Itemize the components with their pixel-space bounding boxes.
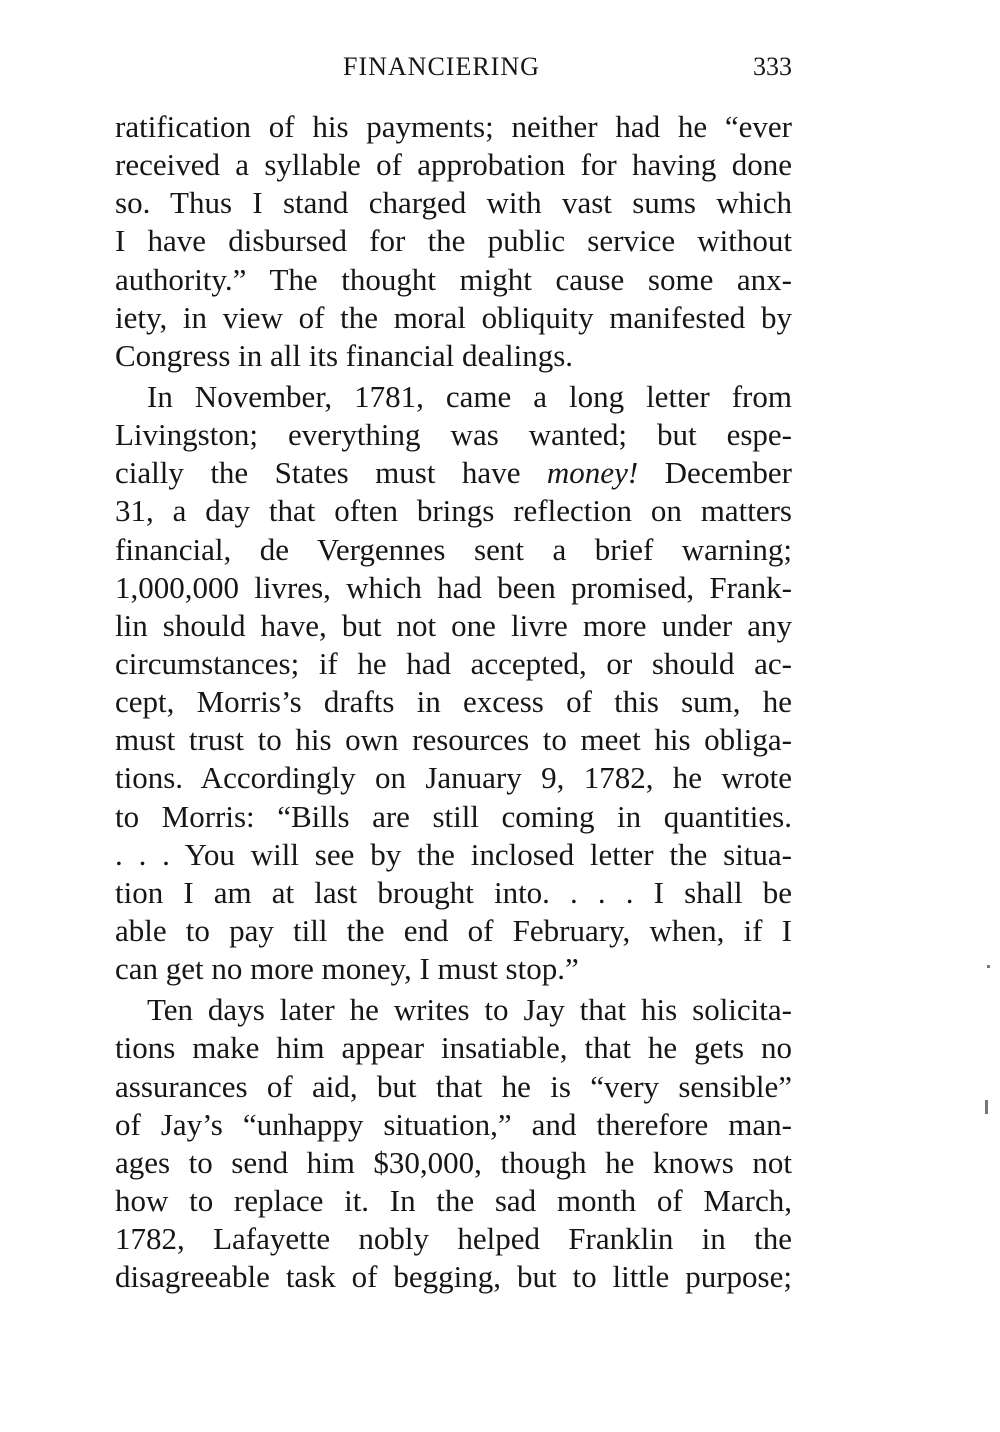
page-header (115, 52, 792, 92)
italic-word: money! (546, 455, 639, 491)
text-line: able to pay till the end of February, when, if I (115, 912, 792, 948)
text-line: must trust to his own resources to meet his obliga- (115, 722, 792, 758)
text-line: assurances of aid, but that he is “very sensible” (115, 1068, 792, 1104)
text-line: 1782, Lafayette nobly helped Franklin in the (115, 1221, 792, 1257)
text-line: cept, Morris’s drafts in excess of this sum, he (115, 684, 792, 720)
text-line: Ten days later he writes to Jay that his solicita- (147, 992, 792, 1028)
text-line: 1,000,000 livres, which had been promised, Frank- (115, 569, 792, 605)
text-line: disagreeable task of begging, but to little purpose; (115, 1259, 792, 1295)
text-segment: cially the States must have (115, 455, 521, 491)
text-line: how to replace it. In the sad month of March, (115, 1182, 792, 1218)
text-line: tions. Accordingly on January 9, 1782, he wrote (115, 760, 792, 796)
text-line: In November, 1781, came a long letter from (147, 378, 792, 414)
text-line: Livingston; everything was wanted; but espe- (115, 417, 792, 453)
text-line: authority.” The thought might cause some anx- (115, 261, 792, 297)
body-text (115, 108, 792, 1296)
running-head: FINANCIERING (343, 52, 540, 81)
text-line: received a syllable of approbation for having done (115, 147, 792, 183)
text-line: tions make him appear insatiable, that he gets no (115, 1030, 792, 1066)
text-line: tion I am at last brought into. . . . I shall be (115, 874, 792, 910)
text-line: . . . You will see by the inclosed letter the situa- (115, 836, 792, 872)
text-line: Congress in all its financial dealings. (115, 337, 574, 373)
text-line: ratification of his payments; neither had he “ever (115, 109, 792, 144)
page-number: 333 (753, 52, 792, 81)
text-line: can get no more money, I must stop.” (115, 951, 579, 987)
scan-mark (987, 965, 990, 968)
scan-mark (985, 1100, 988, 1114)
text-segment: December (664, 455, 792, 491)
text-line: to Morris: “Bills are still coming in quantities. (115, 798, 792, 834)
text-line: ages to send him $30,000, though he knows not (115, 1144, 792, 1180)
text-line: financial, de Vergennes sent a brief warning; (115, 531, 792, 567)
text-line: 31, a day that often brings reflection on matters (115, 493, 792, 529)
text-line: iety, in view of the moral obliquity manifested by (115, 299, 792, 335)
text-line: I have disbursed for the public service without (115, 223, 792, 259)
text-line: lin should have, but not one livre more under any (115, 607, 792, 643)
text-line: so. Thus I stand charged with vast sums which (115, 185, 792, 221)
text-line: of Jay’s “unhappy situation,” and therefore man- (115, 1106, 792, 1142)
text-line: circumstances; if he had accepted, or should ac- (115, 645, 792, 681)
text-line-with-italic (115, 454, 792, 492)
